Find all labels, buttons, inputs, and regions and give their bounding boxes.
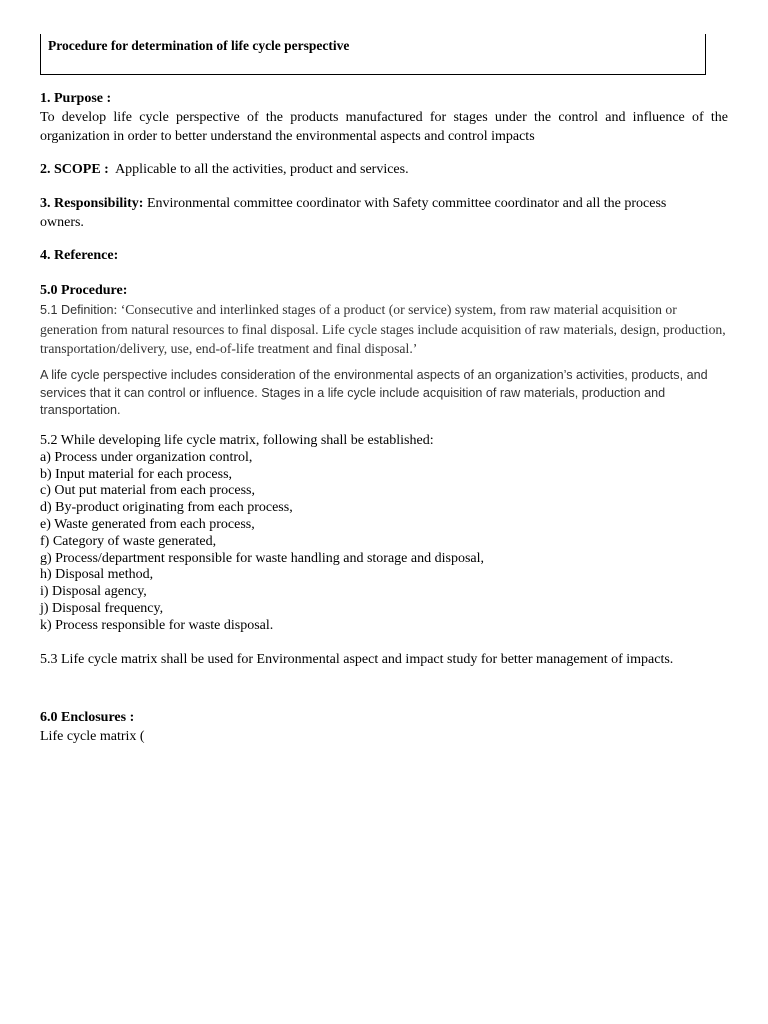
list-item: h) Disposal method, <box>40 567 154 583</box>
list-item: k) Process responsible for waste disposal. <box>40 617 274 633</box>
list-item: j) Disposal frequency, <box>40 600 164 616</box>
enclosures-heading: 6.0 Enclosures : <box>40 710 135 725</box>
list-item: b) Input material for each process, <box>40 466 233 482</box>
scope-text: Applicable to all the activities, product and services. <box>108 162 409 177</box>
responsibility-heading: 3. Responsibility: <box>40 196 144 211</box>
list-item: a) Process under organization control, <box>40 449 253 465</box>
definition-paragraph <box>40 300 728 358</box>
responsibility-section <box>40 194 700 232</box>
enclosures-section <box>40 708 730 746</box>
reference-heading: 4. Reference: <box>40 248 119 263</box>
procedure-heading: 5.0 Procedure: <box>40 283 128 298</box>
matrix-intro: 5.2 While developing life cycle matrix, following shall be established: <box>40 433 434 448</box>
list-item: c) Out put material from each process, <box>40 483 255 499</box>
purpose-section <box>40 89 730 146</box>
document-title: Procedure for determination of life cycle perspective <box>48 38 350 53</box>
usage-paragraph: 5.3 Life cycle matrix shall be used for Environmental aspect and impact study for better management of impacts. <box>40 652 674 667</box>
list-item: g) Process/department responsible for waste handling and storage and disposal, <box>40 550 485 566</box>
procedure-section <box>40 281 730 358</box>
list-item: e) Waste generated from each process, <box>40 516 255 532</box>
reference-section <box>40 246 730 265</box>
list-item: d) By-product originating from each process, <box>40 500 293 516</box>
scope-section <box>40 160 730 179</box>
definition-text: : ‘Consecutive and interlinked stages of a product (or service) system, from raw material acquisition or generation from natural resources to final disposal. Life cycle stages include acquisition of raw materials, design, production, transportation/delivery, use, end-of-life treatment and final disposal.’ <box>40 302 726 356</box>
title-box <box>40 34 706 75</box>
purpose-text: To develop life cycle perspective of the products manufactured for stages under the control and influence of the organization in order to better understand the environmental aspects and control impacts <box>40 110 728 144</box>
scope-heading: 2. SCOPE : <box>40 162 109 177</box>
matrix-section <box>40 433 730 635</box>
enclosures-text: Life cycle matrix ( <box>40 729 145 744</box>
perspective-paragraph: A life cycle perspective includes consideration of the environmental aspects of an organization’s activities, products, and services that it can control or influence. Stages in a life cycle include acquisition of raw materials, production and transportation. <box>40 368 708 417</box>
list-item: i) Disposal agency, <box>40 584 147 600</box>
definition-label: 5.1 Definition <box>40 303 114 317</box>
purpose-heading: 1. Purpose : <box>40 91 112 106</box>
list-item: f) Category of waste generated, <box>40 533 217 549</box>
responsibility-text: Environmental committee coordinator with Safety committee coordinator and all the process owners. <box>40 196 667 230</box>
